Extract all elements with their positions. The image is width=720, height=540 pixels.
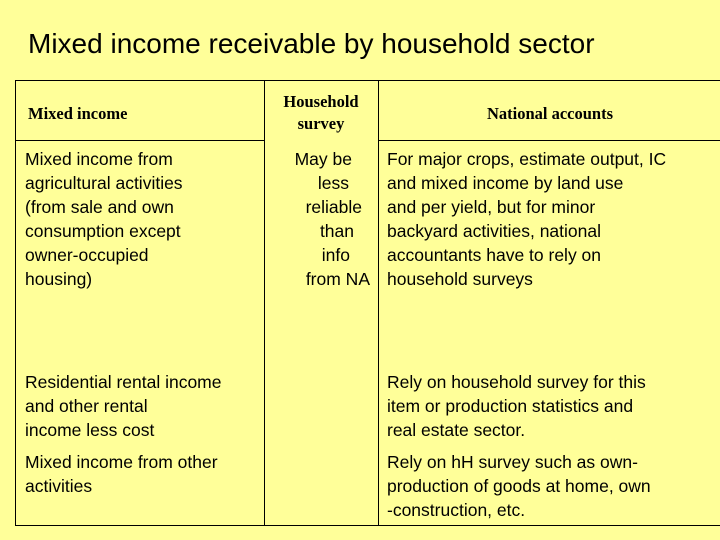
cell-line: real estate sector.	[387, 420, 526, 440]
cell-line: agricultural activities	[25, 173, 183, 193]
cell-line: For major crops, estimate output, IC	[387, 149, 667, 169]
header-divider	[378, 140, 720, 141]
cell-line: consumption except	[25, 221, 181, 241]
header-household-survey-line: survey	[297, 114, 345, 133]
table-row-agricultural-survey	[266, 147, 376, 291]
header-divider	[15, 140, 265, 141]
header-household-survey	[266, 91, 376, 135]
cell-line: reliable	[305, 197, 362, 217]
cell-line: Rely on household survey for this	[387, 372, 646, 392]
cell-line: less	[317, 173, 349, 193]
header-national-accounts: National accounts	[486, 104, 614, 123]
table-row-agricultural-na	[387, 147, 666, 291]
cell-line: and per yield, but for minor	[387, 197, 596, 217]
header-mixed-income: Mixed income	[28, 104, 128, 123]
column-divider	[378, 80, 379, 526]
table-row-rental-na	[387, 370, 646, 442]
table-row-agricultural-item	[25, 147, 183, 291]
cell-line: (from sale and own	[25, 197, 174, 217]
table-row-rental-item	[25, 370, 222, 442]
cell-line	[387, 450, 651, 474]
cell-line: than	[319, 221, 354, 241]
cell-line: Mixed income from	[25, 149, 173, 169]
table-row-other-na	[387, 450, 651, 522]
cell-line: household surveys	[387, 269, 533, 289]
cell-text: Rely on h	[387, 452, 461, 472]
cell-line: May be	[294, 149, 352, 169]
cell-line: production of goods at home, own	[387, 476, 651, 496]
cell-line: backyard activities, national	[387, 221, 601, 241]
cell-text: H survey such as own-	[460, 452, 638, 472]
header-household-survey-line: Household	[283, 92, 359, 111]
cell-line: Residential rental income	[25, 372, 222, 392]
cell-line: activities	[25, 476, 93, 496]
slide-title: Mixed income receivable by household sector	[28, 28, 595, 59]
cell-line: income less cost	[25, 420, 155, 440]
cell-line: item or production statistics and	[387, 396, 634, 416]
cell-line: -construction, etc.	[387, 500, 526, 520]
cell-line: owner-occupied	[25, 245, 149, 265]
column-divider	[264, 80, 265, 526]
cell-line: housing)	[25, 269, 93, 289]
table-row-other-item	[25, 450, 218, 498]
cell-line: Mixed income from other	[25, 452, 218, 472]
cell-line: and other rental	[25, 396, 148, 416]
cell-line: from NA	[305, 269, 370, 289]
cell-line: info	[321, 245, 350, 265]
cell-line: and mixed income by land use	[387, 173, 624, 193]
cell-line: accountants have to rely on	[387, 245, 602, 265]
